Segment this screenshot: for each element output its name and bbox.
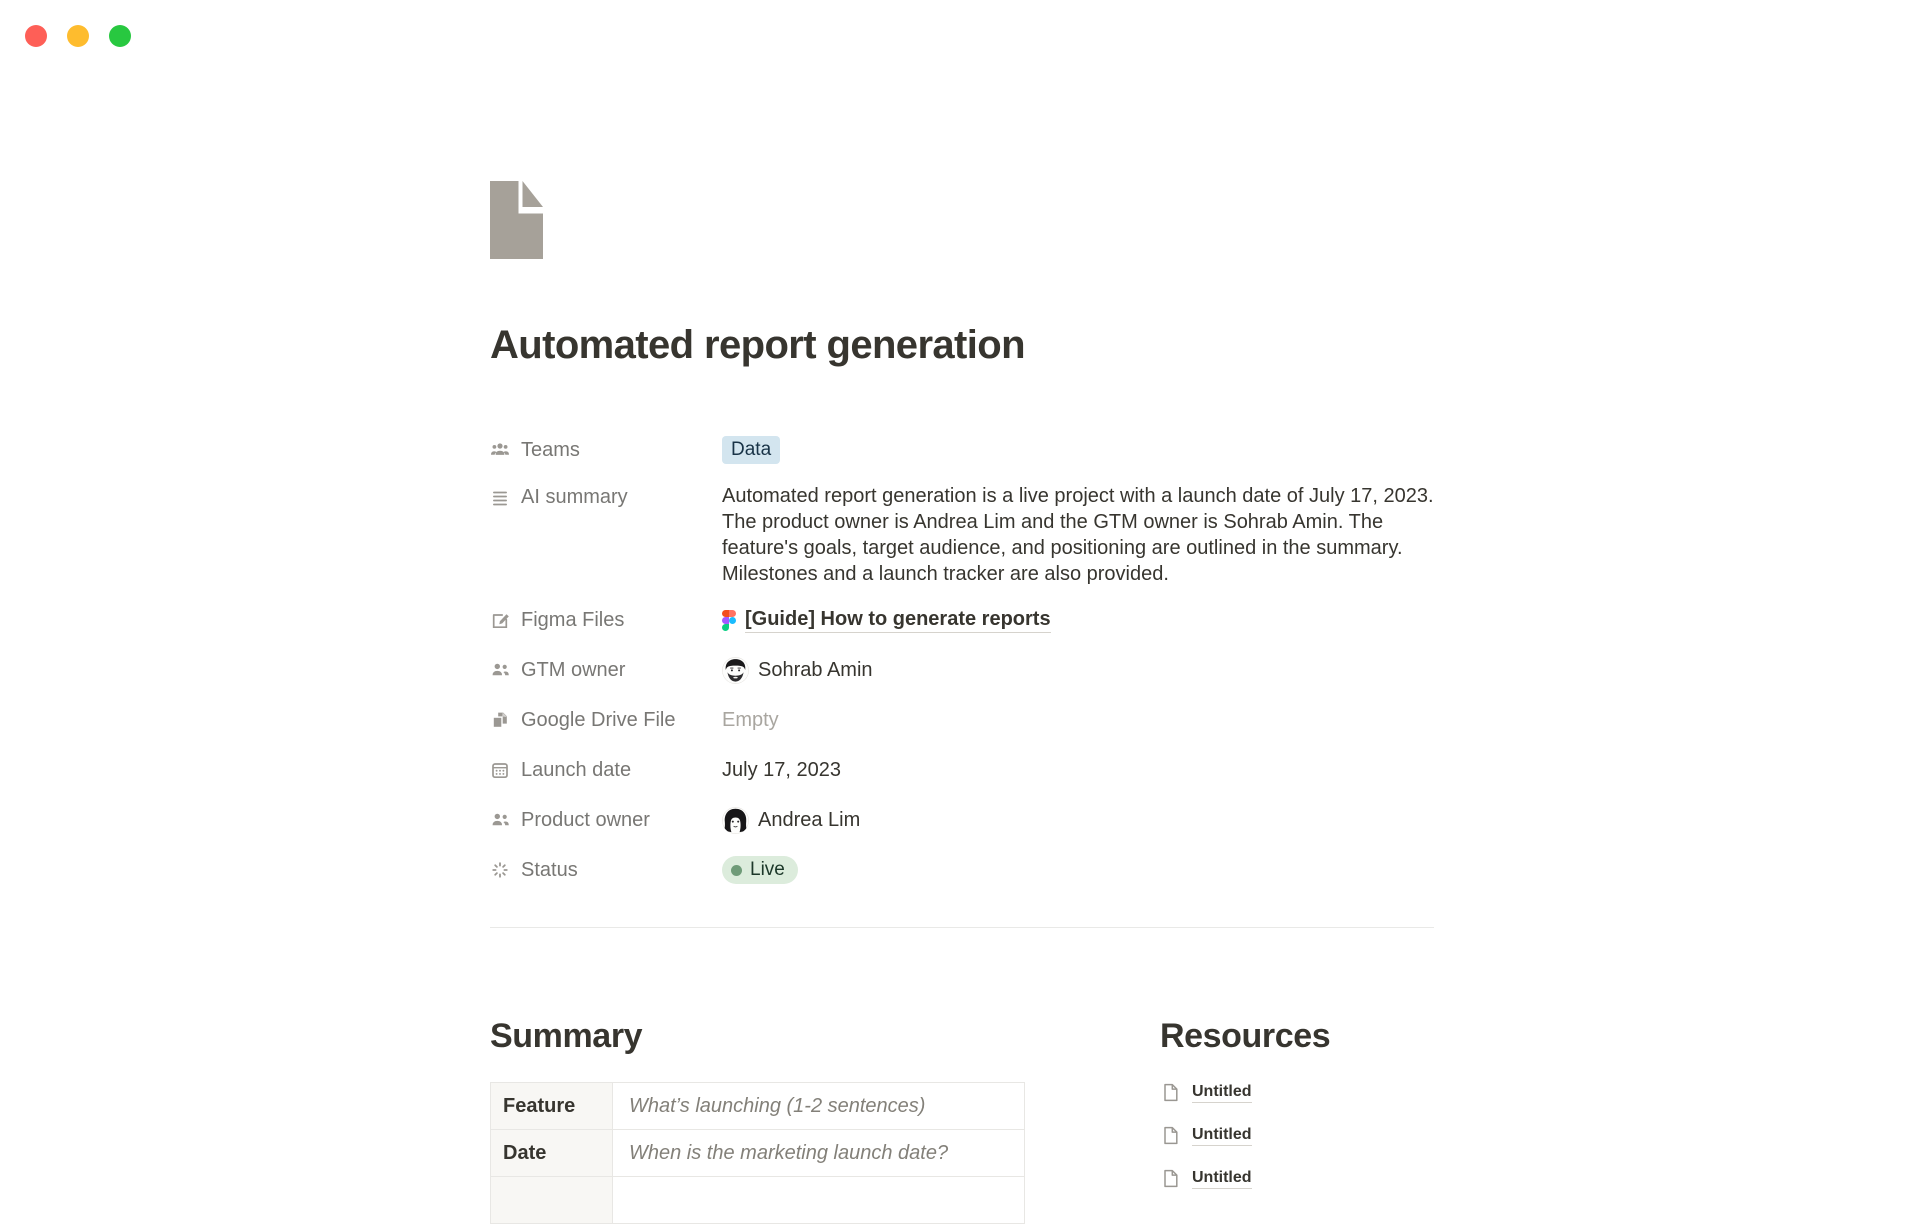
- resource-page-link[interactable]: [1160, 1157, 1434, 1200]
- calendar-icon: [490, 760, 510, 780]
- property-row-teams: [490, 433, 1434, 467]
- team-tag[interactable]: Data: [722, 436, 780, 464]
- zoom-button[interactable]: [109, 25, 131, 47]
- summary-table: [490, 1082, 1025, 1224]
- property-label: AI summary: [521, 486, 628, 508]
- spinner-icon: [490, 860, 510, 880]
- property-label: Launch date: [521, 758, 632, 781]
- property-value-google-drive-file[interactable]: [722, 709, 1434, 732]
- date-value[interactable]: July 17, 2023: [722, 758, 841, 781]
- property-product-owner[interactable]: [490, 809, 722, 832]
- resource-page-link[interactable]: [1160, 1114, 1434, 1157]
- page-outline-icon: [1160, 1125, 1181, 1146]
- table-cell-placeholder[interactable]: When is the marketing launch date?: [613, 1130, 1025, 1177]
- table-cell-placeholder[interactable]: What’s launching (1-2 sentences): [613, 1083, 1025, 1130]
- avatar-andrea-lim: [722, 807, 749, 834]
- table-row-label[interactable]: Date: [491, 1130, 613, 1177]
- status-text: Live: [750, 859, 785, 880]
- text-lines-icon: [490, 488, 510, 508]
- resources-list: [1160, 1071, 1434, 1200]
- property-label: Teams: [521, 438, 580, 461]
- people-icon: [490, 660, 510, 680]
- property-value-gtm-owner[interactable]: [722, 657, 1434, 684]
- property-row-gtm-owner: [490, 653, 1434, 687]
- property-launch-date[interactable]: [490, 759, 722, 782]
- property-row-figma-files: [490, 603, 1434, 637]
- property-value-status[interactable]: [722, 856, 1434, 884]
- empty-value[interactable]: Empty: [722, 708, 779, 731]
- property-status[interactable]: [490, 859, 722, 882]
- property-label: Figma Files: [521, 608, 625, 631]
- page-title[interactable]: Automated report generation: [490, 323, 1025, 367]
- figma-file-link[interactable]: [Guide] How to generate reports: [745, 608, 1051, 633]
- minimize-button[interactable]: [67, 25, 89, 47]
- property-gtm-owner[interactable]: [490, 659, 722, 682]
- table-row: [491, 1130, 1025, 1177]
- property-label: Product owner: [521, 808, 650, 831]
- property-label: Status: [521, 858, 578, 881]
- notion-page: [490, 0, 1434, 1224]
- property-row-product-owner: [490, 803, 1434, 837]
- people-group-icon: [490, 440, 510, 460]
- ai-summary-text[interactable]: Automated report generation is a live project with a launch date of July 17, 2023. The product owner is Andrea Lim and the GTM owner is Sohrab Amin. The feature's goals, target audience, and positioning are outlined in the summary. Milestones and a launch tracker are also provided.: [722, 485, 1434, 585]
- status-badge[interactable]: [722, 856, 798, 884]
- person-name[interactable]: Sohrab Amin: [758, 658, 873, 681]
- table-row-label[interactable]: [491, 1177, 613, 1224]
- property-value-launch-date[interactable]: [722, 759, 1434, 782]
- property-row-google-drive-file: [490, 703, 1434, 737]
- edit-square-icon: [490, 610, 510, 630]
- page-document-icon[interactable]: [490, 181, 543, 259]
- person-name[interactable]: Andrea Lim: [758, 808, 861, 831]
- property-value-product-owner[interactable]: [722, 807, 1434, 834]
- property-value-ai-summary[interactable]: [722, 483, 1434, 587]
- property-teams[interactable]: [490, 439, 722, 462]
- window-controls: [25, 25, 131, 47]
- resource-link-label[interactable]: Untitled: [1192, 1083, 1252, 1103]
- property-label: Google Drive File: [521, 708, 676, 731]
- property-ai-summary[interactable]: [490, 486, 722, 509]
- divider: [490, 927, 1434, 928]
- people-icon: [490, 810, 510, 830]
- property-row-status: [490, 853, 1434, 887]
- table-cell-placeholder[interactable]: [613, 1177, 1025, 1224]
- property-list: [490, 433, 1434, 887]
- page-outline-icon: [1160, 1168, 1181, 1189]
- resource-page-link[interactable]: [1160, 1071, 1434, 1114]
- resources-heading: Resources: [1160, 1017, 1331, 1055]
- page-outline-icon: [1160, 1082, 1181, 1103]
- close-button[interactable]: [25, 25, 47, 47]
- property-row-ai-summary: [490, 483, 1434, 587]
- pages-icon: [490, 710, 510, 730]
- summary-heading: Summary: [490, 1017, 643, 1055]
- resources-column: [1160, 1016, 1434, 1224]
- table-row-label[interactable]: Feature: [491, 1083, 613, 1130]
- table-row: [491, 1177, 1025, 1224]
- resource-link-label[interactable]: Untitled: [1192, 1126, 1252, 1146]
- property-label: GTM owner: [521, 658, 626, 681]
- property-figma-files[interactable]: [490, 609, 722, 632]
- resource-link-label[interactable]: Untitled: [1192, 1169, 1252, 1189]
- property-value-figma-files[interactable]: [722, 608, 1434, 633]
- property-row-launch-date: [490, 753, 1434, 787]
- property-google-drive-file[interactable]: [490, 709, 722, 732]
- table-row: [491, 1083, 1025, 1130]
- status-dot-icon: [731, 865, 742, 876]
- avatar-sohrab-amin: [722, 657, 749, 684]
- property-value-teams[interactable]: [722, 436, 1434, 464]
- figma-logo: [722, 610, 736, 631]
- page-columns: [490, 1016, 1434, 1224]
- summary-column: [490, 1016, 1025, 1224]
